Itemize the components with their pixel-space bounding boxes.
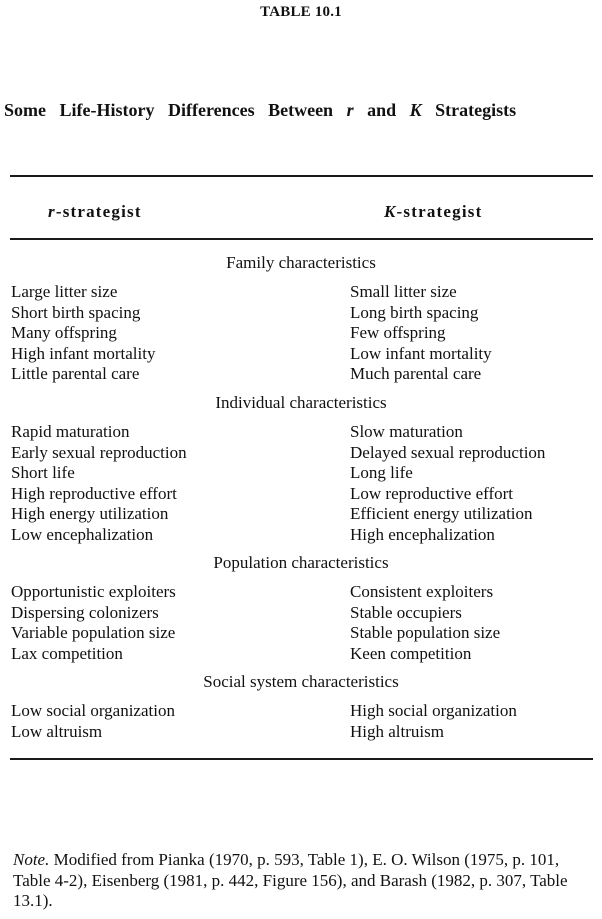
k-cell: Long life [350, 463, 413, 482]
section-heading-family: Family characteristics [226, 253, 376, 272]
r-cell: Low social organization [11, 701, 175, 720]
table-row [0, 722, 602, 743]
r-cell: Large litter size [11, 282, 118, 301]
r-cell: Short birth spacing [11, 302, 141, 322]
r-cell: Rapid maturation [11, 422, 130, 441]
section-heading-individual: Individual characteristics [215, 393, 387, 412]
r-symbol: r [48, 202, 56, 221]
table-row [0, 603, 602, 624]
title-post: Strategists [421, 100, 517, 120]
section-heading-social-system: Social system characteristics [203, 672, 399, 691]
k-cell: Much parental care [350, 364, 482, 383]
title-r-symbol: r [346, 100, 354, 120]
column-header-r [48, 202, 142, 222]
r-cell: Low altruism [11, 721, 103, 741]
k-cell: Keen competition [350, 643, 472, 663]
table-row [0, 582, 602, 603]
k-suffix: -strategist [396, 202, 483, 221]
table-title [4, 100, 602, 121]
k-cell: High altruism [350, 721, 444, 741]
k-cell: Efficient energy utilization [350, 504, 533, 523]
k-symbol: K [384, 202, 397, 221]
k-cell: Low reproductive effort [350, 483, 514, 503]
r-cell: Opportunistic exploiters [11, 582, 176, 601]
r-cell: Variable population size [11, 623, 176, 642]
section-heading-population: Population characteristics [213, 553, 389, 572]
r-cell: Dispersing colonizers [11, 602, 159, 622]
k-cell: High encephalization [350, 524, 495, 544]
k-cell: Few offspring [350, 323, 446, 342]
k-cell: Stable occupiers [350, 602, 462, 622]
r-cell: High reproductive effort [11, 483, 177, 503]
k-cell: Small litter size [350, 282, 457, 301]
table-note [13, 850, 573, 912]
table-row [0, 701, 602, 722]
table-row [0, 484, 602, 505]
top-rule [10, 175, 593, 177]
table-row [0, 504, 602, 525]
table-row [0, 323, 602, 344]
r-cell: Low encephalization [11, 524, 154, 544]
title-mid: and [353, 100, 410, 120]
table-row [0, 525, 602, 546]
note-label: Note. [13, 850, 50, 869]
table-row [0, 364, 602, 385]
r-cell: High infant mortality [11, 343, 156, 363]
table-number: TABLE 10.1 [260, 4, 342, 20]
header-rule [10, 238, 593, 240]
title-pre: Some Life-History Differences Between [4, 100, 347, 120]
table-row [0, 644, 602, 665]
table-row [0, 463, 602, 484]
k-cell: Low infant mortality [350, 343, 492, 363]
title-k-symbol: K [409, 100, 422, 120]
column-header-k [384, 202, 482, 222]
table-row [0, 443, 602, 464]
r-cell: Little parental care [11, 364, 140, 383]
table-row [0, 422, 602, 443]
r-cell: High energy utilization [11, 504, 169, 523]
table-row [0, 344, 602, 365]
bottom-rule [10, 758, 593, 760]
r-suffix: -strategist [55, 202, 142, 221]
k-cell: Delayed sexual reproduction [350, 442, 546, 462]
k-cell: Long birth spacing [350, 302, 479, 322]
table-row [0, 623, 602, 644]
k-cell: Consistent exploiters [350, 582, 494, 601]
r-cell: Short life [11, 463, 75, 482]
r-cell: Many offspring [11, 323, 117, 342]
k-cell: High social organization [350, 701, 517, 720]
note-text: Modified from Pianka (1970, p. 593, Table 1), E. O. Wilson (1975, p. 101, Table 4-2), Eisenberg (1981, p. 442, Figure 156), and Barash (1982, p. 307, Table 13.1). [13, 850, 568, 910]
table-row [0, 303, 602, 324]
k-cell: Slow maturation [350, 422, 463, 441]
r-cell: Early sexual reproduction [11, 442, 187, 462]
r-cell: Lax competition [11, 643, 123, 663]
table-row [0, 282, 602, 303]
k-cell: Stable population size [350, 623, 501, 642]
